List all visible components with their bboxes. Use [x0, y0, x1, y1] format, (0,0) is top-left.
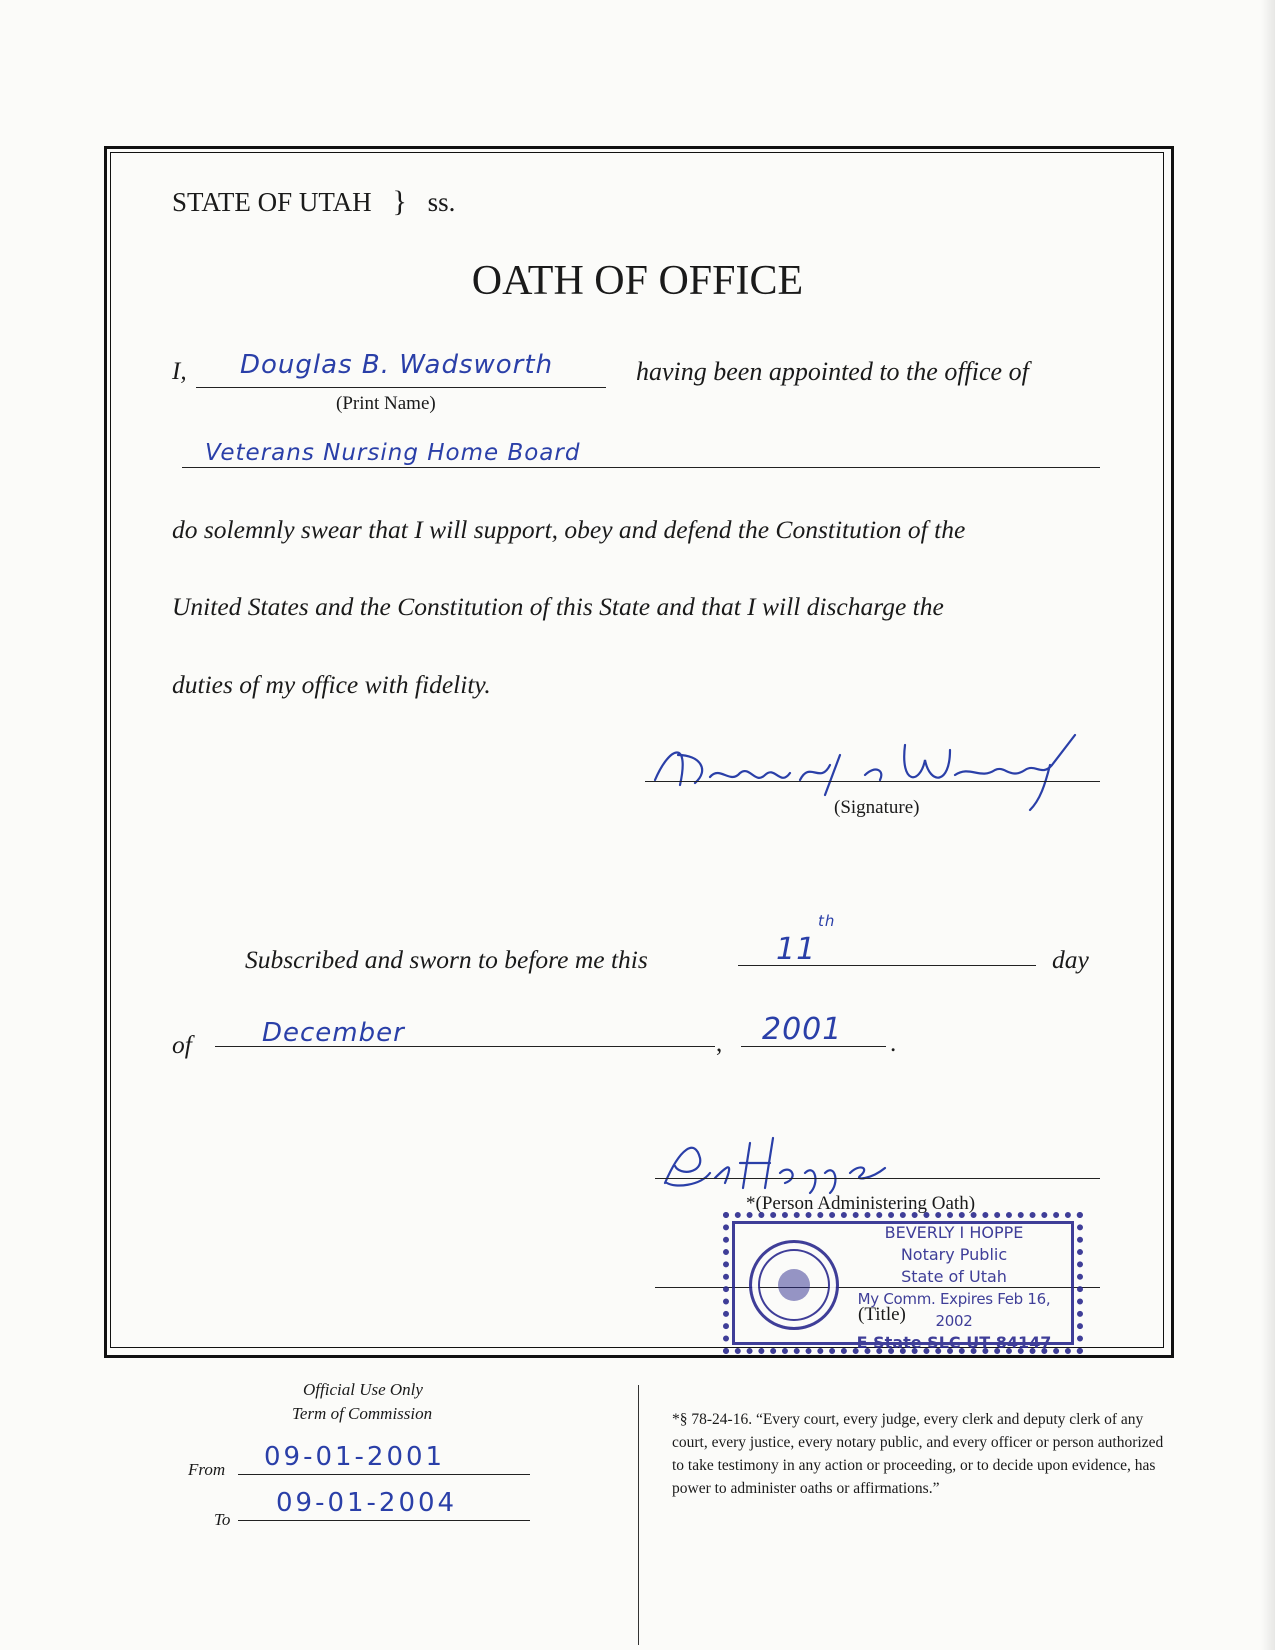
administrator-label: *(Person Administering Oath)	[746, 1193, 976, 1214]
to-date-handwritten: 09-01-2004	[276, 1488, 458, 1518]
stamp-address: E State SLC UT 84147	[856, 1333, 1052, 1352]
ss-label: ss.	[427, 187, 456, 217]
stamp-role: Notary Public	[900, 1245, 1008, 1264]
to-label: To	[214, 1510, 231, 1529]
oath-signature-text	[650, 725, 659, 726]
brace: }	[392, 185, 407, 218]
from-label: From	[188, 1460, 226, 1479]
to-line	[238, 1520, 530, 1521]
official-use-heading: Official Use Only	[303, 1380, 423, 1399]
administrator-line	[655, 1178, 1100, 1179]
administrator-signature-text	[655, 1128, 659, 1129]
stamp-text-block	[849, 1222, 1059, 1354]
month-handwritten: December	[262, 1018, 405, 1048]
oath-text-line-1: do solemnly swear that I will support, obey and defend the Constitution of the	[172, 515, 966, 544]
day-suffix-handwritten: th	[818, 912, 836, 930]
state-seal-icon	[749, 1240, 839, 1330]
administrator-signature	[655, 1128, 915, 1203]
from-line	[238, 1474, 530, 1475]
stamp-name: BEVERLY I HOPPE	[884, 1223, 1024, 1242]
stamp-state: State of Utah	[901, 1267, 1007, 1286]
page-title: OATH OF OFFICE	[471, 258, 804, 304]
day-handwritten: 11	[776, 932, 817, 967]
page-edge-shadow	[1261, 0, 1275, 1650]
appointed-text: having been appointed to the office of	[636, 357, 1029, 386]
stamp-expires: My Comm. Expires Feb 16, 2002	[857, 1290, 1051, 1330]
name-line	[196, 387, 606, 388]
title-label: (Title)	[858, 1304, 906, 1325]
notary-stamp	[723, 1212, 1083, 1354]
state-heading	[172, 185, 455, 219]
oath-text-line-3: duties of my office with fidelity.	[172, 670, 491, 699]
day-label: day	[1052, 945, 1089, 974]
office-line	[182, 467, 1100, 468]
signature-line	[645, 781, 1100, 782]
seal-center	[778, 1269, 810, 1301]
statute-note: *§ 78-24-16. “Every court, every judge, every clerk and deputy clerk of any court, every justice, every notary public, and every officer or person authorized to take testimony in any action or proceeding, or to decide upon evidence, has power to administer oaths or affirmations.”	[672, 1411, 1164, 1497]
date-comma: ,	[716, 1030, 723, 1057]
signature-label: (Signature)	[834, 797, 920, 818]
term-of-commission-label: Term of Commission	[292, 1404, 433, 1423]
oath-text-line-2: United States and the Constitution of this State and that I will discharge the	[172, 592, 944, 621]
admin-signature-scribble	[655, 1128, 915, 1198]
state-name: STATE OF UTAH	[172, 187, 372, 217]
date-period: .	[890, 1030, 897, 1057]
oath-prefix: I,	[172, 358, 187, 385]
footer-divider	[638, 1385, 639, 1645]
year-handwritten: 2001	[762, 1012, 843, 1047]
from-date-handwritten: 09-01-2001	[264, 1442, 446, 1472]
of-label: of	[172, 1030, 192, 1059]
office-handwritten: Veterans Nursing Home Board	[205, 440, 581, 466]
printed-name-handwritten: Douglas B. Wadsworth	[240, 350, 554, 380]
subscribed-text: Subscribed and sworn to before me this	[245, 945, 648, 974]
print-name-label: (Print Name)	[336, 393, 436, 414]
